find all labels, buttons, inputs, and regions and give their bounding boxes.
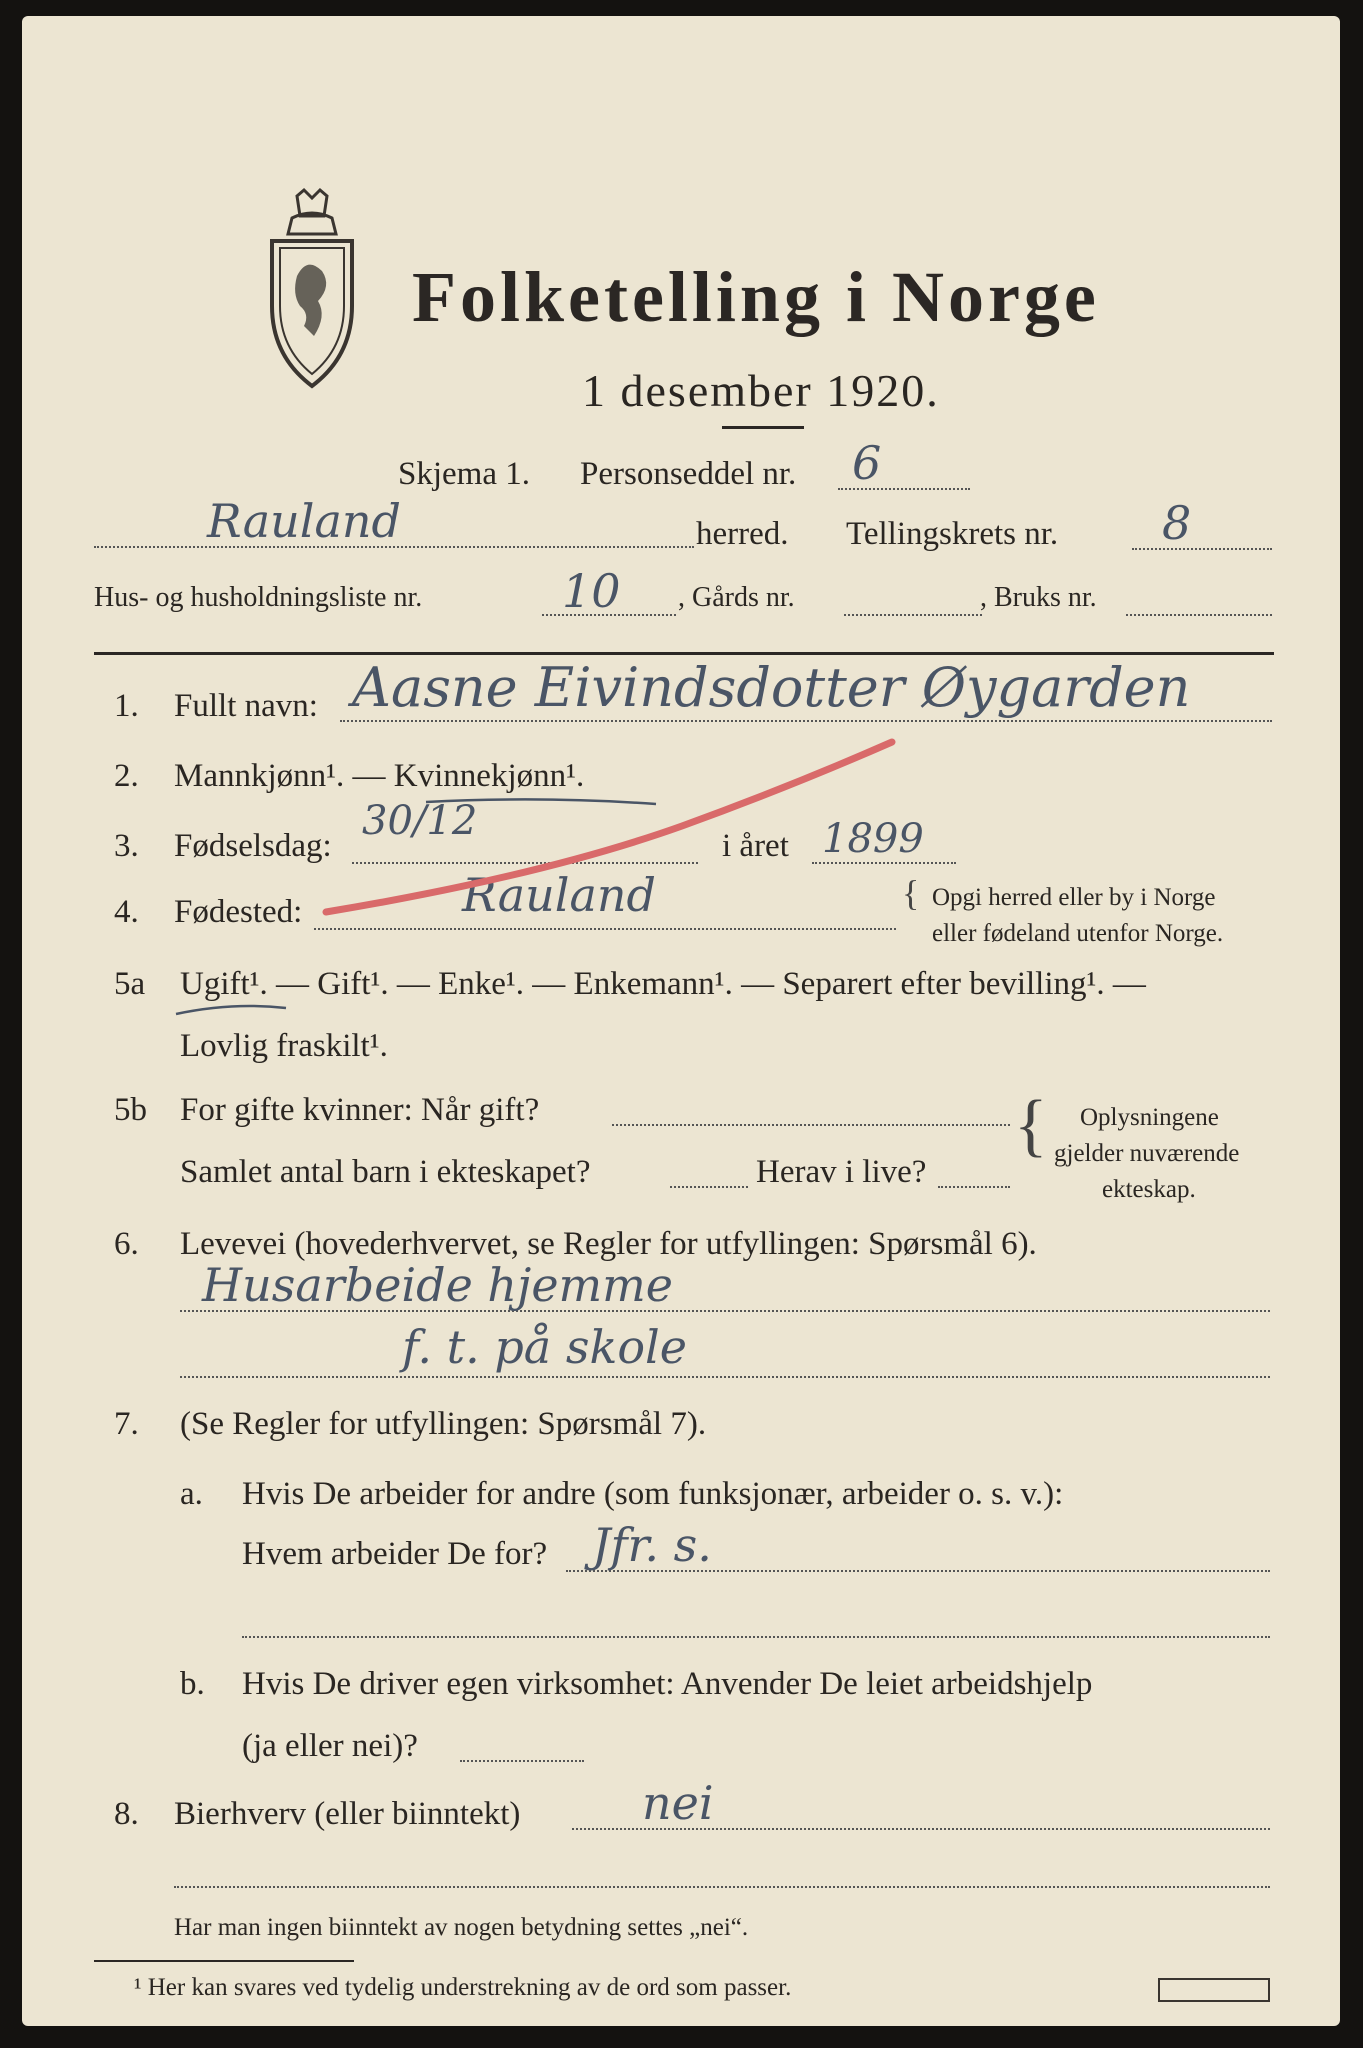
q7-label: (Se Regler for utfyllingen: Spørsmål 7). bbox=[180, 1406, 707, 1442]
q5b-label-3: Herav i live? bbox=[756, 1154, 927, 1190]
q4-number: 4. bbox=[114, 894, 139, 930]
q4-note-brace: { bbox=[902, 873, 920, 913]
q5a-number: 5a bbox=[114, 966, 146, 1002]
q7b-label-2: (ja eller nei)? bbox=[242, 1728, 418, 1764]
q5b-note-line-3: ekteskap. bbox=[1102, 1176, 1196, 1203]
q7a-label-2: Hvem arbeider De for? bbox=[242, 1536, 548, 1572]
q4-line bbox=[314, 928, 896, 930]
q1-line bbox=[340, 720, 1272, 722]
q3-label: Fødselsdag: bbox=[174, 828, 332, 864]
tellingskrets-value[interactable]: 8 bbox=[1162, 496, 1192, 550]
q8-line-2 bbox=[174, 1886, 1270, 1888]
coat-of-arms-icon bbox=[252, 186, 372, 396]
bruks-label: , Bruks nr. bbox=[980, 582, 1097, 613]
q5b-children-line bbox=[670, 1186, 748, 1188]
husholdning-value[interactable]: 10 bbox=[562, 564, 621, 618]
red-pencil-stroke bbox=[322, 736, 902, 926]
herred-label: herred. bbox=[696, 516, 789, 552]
q8-number: 8. bbox=[114, 1796, 139, 1832]
q4-note-line-2: eller fødeland utenfor Norge. bbox=[932, 920, 1224, 947]
schema-label: Skjema 1. bbox=[398, 456, 530, 492]
q5b-note-brace: { bbox=[1014, 1087, 1048, 1164]
form-date: 1 desember 1920. bbox=[582, 365, 940, 416]
q5b-number: 5b bbox=[114, 1092, 147, 1128]
q6-value-2[interactable]: f. t. på skole bbox=[402, 1320, 687, 1374]
q6-number: 6. bbox=[114, 1226, 139, 1262]
gards-label: , Gårds nr. bbox=[678, 582, 795, 613]
q5b-label: For gifte kvinner: Når gift? bbox=[180, 1092, 540, 1128]
personseddel-label: Personseddel nr. bbox=[580, 456, 797, 492]
q5b-note-line-1: Oplysningene bbox=[1080, 1104, 1219, 1131]
q1-label: Fullt navn: bbox=[174, 688, 318, 724]
footnote: ¹ Her kan svares ved tydelig understrekning av de ord som passer. bbox=[134, 1974, 792, 2001]
footnote-divider bbox=[94, 1960, 354, 1962]
q5a-underline bbox=[172, 1000, 292, 1020]
husholdning-label: Hus- og husholdningsliste nr. bbox=[94, 582, 423, 613]
q8-label: Bierhverv (eller biinntekt) bbox=[174, 1796, 521, 1832]
bruks-line bbox=[1126, 614, 1272, 616]
tellingskrets-label: Tellingskrets nr. bbox=[846, 516, 1059, 552]
q1-number: 1. bbox=[114, 688, 139, 724]
q7b-label: Hvis De driver egen virksomhet: Anvender De leiet arbeidshjelp bbox=[242, 1666, 1093, 1702]
q5b-label-2: Samlet antal barn i ekteskapet? bbox=[180, 1154, 591, 1190]
q5b-note-line-2: gjelder nuværende bbox=[1054, 1140, 1240, 1167]
q8-value[interactable]: nei bbox=[642, 1776, 714, 1830]
q2-number: 2. bbox=[114, 758, 139, 794]
q7a-line-2 bbox=[242, 1636, 1270, 1638]
q7b-letter: b. bbox=[180, 1666, 205, 1702]
form-title: Folketelling i Norge bbox=[412, 257, 1100, 337]
q3-number: 3. bbox=[114, 828, 139, 864]
q3-value[interactable]: 30/12 bbox=[362, 798, 478, 844]
q6-line-2 bbox=[180, 1376, 1270, 1378]
q5a-label: Ugift¹. — Gift¹. — Enke¹. — Enkemann¹. — Separert efter bevilling¹. — bbox=[180, 966, 1146, 1002]
q7a-letter: a. bbox=[180, 1476, 203, 1512]
printer-stamp bbox=[1158, 1978, 1270, 2002]
q7a-label: Hvis De arbeider for andre (som funksjonær, arbeider o. s. v.): bbox=[242, 1476, 1064, 1512]
q8-note: Har man ingen biinntekt av nogen betydning settes „nei“. bbox=[174, 1914, 749, 1941]
title-divider bbox=[722, 426, 804, 429]
q3-year-value[interactable]: 1899 bbox=[822, 816, 924, 862]
header-divider bbox=[94, 652, 1274, 655]
q3-year-label: i året bbox=[722, 828, 789, 864]
tellingskrets-line bbox=[1132, 548, 1272, 550]
q4-note-line-1: Opgi herred eller by i Norge bbox=[932, 884, 1216, 911]
personseddel-value[interactable]: 6 bbox=[852, 436, 882, 490]
q2-label: Mannkjønn¹. — Kvinnekjønn¹. bbox=[174, 758, 585, 794]
q5a-label-2: Lovlig fraskilt¹. bbox=[180, 1028, 388, 1064]
q6-value-1[interactable]: Husarbeide hjemme bbox=[202, 1258, 674, 1312]
gards-line bbox=[844, 614, 982, 616]
q4-value[interactable]: Rauland bbox=[462, 868, 656, 922]
q7b-line bbox=[460, 1760, 584, 1762]
q5b-alive-line bbox=[938, 1186, 1010, 1188]
q1-value[interactable]: Aasne Eivindsdotter Øygarden bbox=[352, 656, 1191, 719]
q4-label: Fødested: bbox=[174, 894, 303, 930]
census-form bbox=[22, 16, 1340, 2026]
q6-label: Levevei (hovederhvervet, se Regler for utfyllingen: Spørsmål 6). bbox=[180, 1226, 1037, 1262]
q7a-value[interactable]: Jfr. s. bbox=[592, 1518, 712, 1572]
q7-number: 7. bbox=[114, 1406, 139, 1442]
q5b-line bbox=[612, 1124, 1010, 1126]
herred-value[interactable]: Rauland bbox=[207, 494, 401, 548]
